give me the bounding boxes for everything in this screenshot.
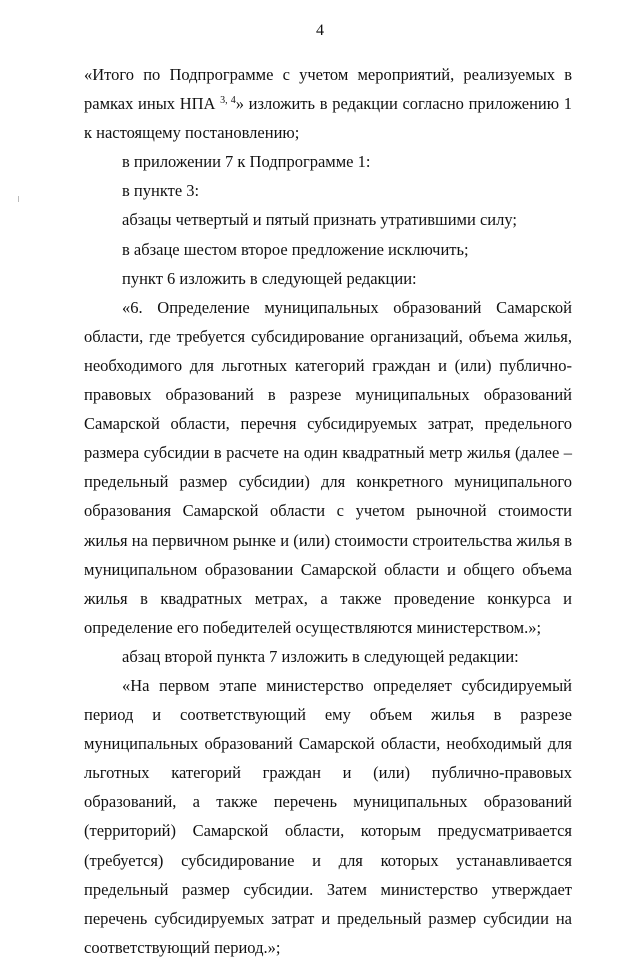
margin-mark (18, 196, 19, 202)
paragraph-1-text-start: «Итого по Подпрограмме с учетом мероприятий, реализуемых в рамках иных НПА (84, 65, 572, 114)
paragraph-6: пункт 6 изложить в следующей редакции: (122, 268, 417, 288)
paragraph-5: в абзаце шестом второе предложение исключить; (122, 239, 469, 259)
footnote-reference: 3, 4 (220, 95, 236, 107)
page-number: 4 (316, 22, 324, 39)
paragraph-4: абзацы четвертый и пятый признать утратившими силу; (122, 210, 517, 230)
paragraph-1-text-end: » изложить в редакции согласно приложению 1 к настоящему постановлению; (84, 94, 573, 143)
paragraph-3: в пункте 3: (122, 181, 200, 201)
document-body (84, 60, 572, 962)
paragraph-7: «6. Определение муниципальных образований Самарской области, где требуется субсидирование организаций, объема жилья, необходимого для льготных категорий граждан и (или) публично-правовых образований в разрезе муниципальных образований Самарской области, перечня субсидируемых затрат, предельного размера субсидии в расчете на один квадратный метр жилья (далее – предельный размер субсидии) для конкретного муниципального образования Самарской области с учетом рыночной стоимости жилья на первичном рынке и (или) стоимости строительства жилья в муниципальном образовании Самарской области и общего объема жилья в квадратных метрах, а также проведение конкурса и определение его победителей осуществляются министерством.»; (84, 297, 572, 637)
paragraph-1 (84, 60, 572, 147)
paragraph-9: «На первом этапе министерство определяет субсидируемый период и соответствующий ему объем жилья в разрезе муниципальных образований Самарской области, необходимый для льготных категорий граждан и (или) публично-правовых образований, а также перечень муниципальных образований (территорий) Самарской области, которым предусматривается (требуется) субсидирование и для которых устанавливается предельный размер субсидии. Затем министерство утверждает перечень субсидируемых затрат и предельный размер субсидии на соответствующий период.»; (84, 675, 572, 957)
paragraph-8: абзац второй пункта 7 изложить в следующей редакции: (122, 646, 519, 666)
paragraph-2: в приложении 7 к Подпрограмме 1: (122, 152, 371, 172)
